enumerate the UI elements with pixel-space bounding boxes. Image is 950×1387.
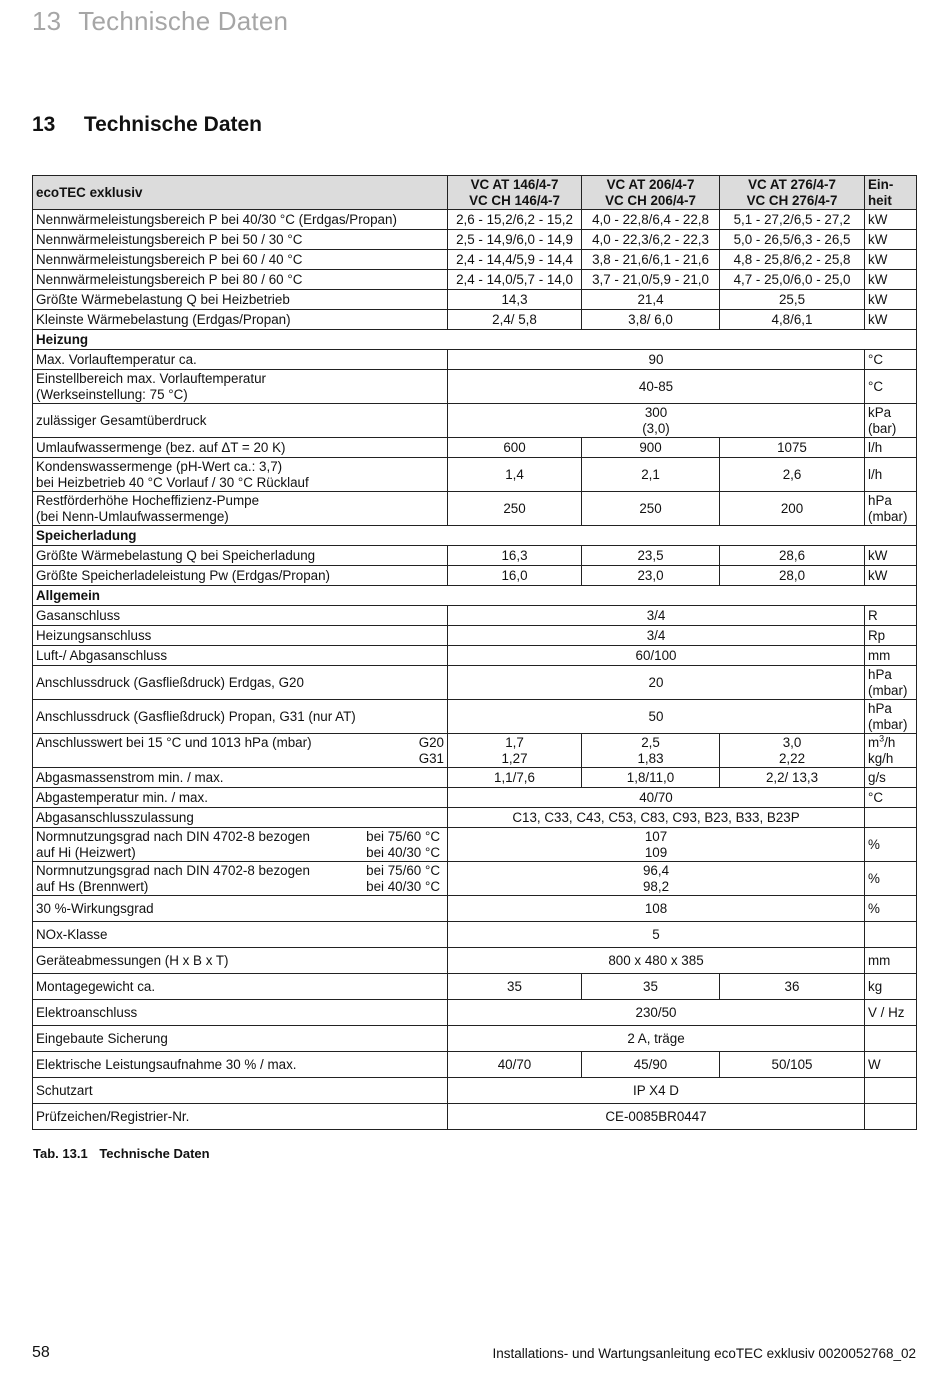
table-row	[33, 1104, 917, 1130]
table-row	[33, 606, 917, 626]
row-unit: V / Hz	[865, 1000, 917, 1026]
table-row	[33, 1052, 917, 1078]
row-label: zulässiger Gesamtüberdruck	[33, 404, 448, 438]
row-label: Nennwärmeleistungsbereich P bei 40/30 °C (Erdgas/Propan)	[33, 210, 448, 230]
row-label: Umlaufwassermenge (bez. auf ΔT = 20 K)	[33, 438, 448, 458]
table-row	[33, 828, 917, 862]
row-value: 250	[448, 492, 582, 526]
table-row	[33, 974, 917, 1000]
row-value: 1,8/11,0	[582, 768, 720, 788]
row-unit: °C	[865, 788, 917, 808]
row-value: 90	[448, 350, 865, 370]
row-unit: l/h	[865, 458, 917, 492]
row-value: 4,0 - 22,8/6,4 - 22,8	[582, 210, 720, 230]
row-value: 28,6	[720, 546, 865, 566]
row-label: NOx-Klasse	[33, 922, 448, 948]
row-value: 2,1	[582, 458, 720, 492]
row-label: Geräteabmessungen (H x B x T)	[33, 948, 448, 974]
header-model-206: VC AT 206/4-7 VC CH 206/4-7	[582, 176, 720, 210]
row-value: CE-0085BR0447	[448, 1104, 865, 1130]
row-label: Nennwärmeleistungsbereich P bei 60 / 40 °C	[33, 250, 448, 270]
section-heading: Allgemein	[33, 586, 917, 606]
running-header-number: 13	[32, 6, 62, 36]
row-value: 40/70	[448, 788, 865, 808]
row-unit	[865, 1026, 917, 1052]
section-row-allgemein	[33, 586, 917, 606]
row-unit: R	[865, 606, 917, 626]
row-unit: hPa (mbar)	[865, 666, 917, 700]
row-unit: l/h	[865, 438, 917, 458]
row-label: Eingebaute Sicherung	[33, 1026, 448, 1052]
section-title-text: Technische Daten	[83, 113, 263, 136]
row-unit: kW	[865, 546, 917, 566]
row-unit: g/s	[865, 768, 917, 788]
table-row	[33, 808, 917, 828]
row-unit: W	[865, 1052, 917, 1078]
table-row	[33, 250, 917, 270]
table-row	[33, 210, 917, 230]
table-row	[33, 626, 917, 646]
table-row	[33, 700, 917, 734]
row-value: 4,8 - 25,8/6,2 - 25,8	[720, 250, 865, 270]
row-label: Normnutzungsgrad nach DIN 4702-8 bezogen auf Hs (Brennwert) bei 75/60 °C bei 40/30 °C	[33, 862, 448, 896]
row-value: 45/90	[582, 1052, 720, 1078]
row-label: Gasanschluss	[33, 606, 448, 626]
row-value: 23,5	[582, 546, 720, 566]
table-row	[33, 768, 917, 788]
row-value: 50/105	[720, 1052, 865, 1078]
table-row	[33, 1026, 917, 1052]
row-label: Anschlussdruck (Gasfließdruck) Erdgas, G20	[33, 666, 448, 700]
row-value: 1075	[720, 438, 865, 458]
row-value: 3/4	[448, 606, 865, 626]
row-unit	[865, 1104, 917, 1130]
row-value: 3,8 - 21,6/6,1 - 21,6	[582, 250, 720, 270]
running-header-title: Technische Daten	[78, 6, 289, 36]
section-row-heizung	[33, 330, 917, 350]
row-value: 107 109	[448, 828, 865, 862]
row-label: Restförderhöhe Hocheffizienz-Pumpe (bei Nenn-Umlaufwassermenge)	[33, 492, 448, 526]
row-value: 60/100	[448, 646, 865, 666]
table-caption	[33, 1146, 210, 1161]
header-unit: Ein- heit	[865, 176, 917, 210]
row-label: Elektroanschluss	[33, 1000, 448, 1026]
row-label: Einstellbereich max. Vorlauftemperatur (Werkseinstellung: 75 °C)	[33, 370, 448, 404]
row-unit: kW	[865, 230, 917, 250]
row-value: 1,4	[448, 458, 582, 492]
table-row	[33, 230, 917, 250]
row-unit	[865, 1078, 917, 1104]
row-label: Max. Vorlauftemperatur ca.	[33, 350, 448, 370]
row-label: Größte Speicherladeleistung Pw (Erdgas/Propan)	[33, 566, 448, 586]
row-unit	[865, 808, 917, 828]
row-unit: °C	[865, 350, 917, 370]
row-unit: kW	[865, 250, 917, 270]
row-value: 35	[582, 974, 720, 1000]
row-label: 30 %-Wirkungsgrad	[33, 896, 448, 922]
table-row	[33, 646, 917, 666]
row-unit: kW	[865, 210, 917, 230]
row-value: 3/4	[448, 626, 865, 646]
row-value: 35	[448, 974, 582, 1000]
row-value: 23,0	[582, 566, 720, 586]
header-label: ecoTEC exklusiv	[33, 176, 448, 210]
row-value: 5,1 - 27,2/6,5 - 27,2	[720, 210, 865, 230]
row-unit: kW	[865, 290, 917, 310]
table-row	[33, 350, 917, 370]
row-value: 28,0	[720, 566, 865, 586]
row-value: 2,4 - 14,0/5,7 - 14,0	[448, 270, 582, 290]
row-label: Heizungsanschluss	[33, 626, 448, 646]
row-unit: kg	[865, 974, 917, 1000]
table-header-row	[33, 176, 917, 210]
row-value: 40/70	[448, 1052, 582, 1078]
row-value: 5,0 - 26,5/6,3 - 26,5	[720, 230, 865, 250]
row-value: 16,0	[448, 566, 582, 586]
row-unit	[865, 922, 917, 948]
row-value: 4,0 - 22,3/6,2 - 22,3	[582, 230, 720, 250]
row-label: Anschlussdruck (Gasfließdruck) Propan, G31 (nur AT)	[33, 700, 448, 734]
table-row	[33, 290, 917, 310]
table-row	[33, 1000, 917, 1026]
row-label: Anschlusswert bei 15 °C und 1013 hPa (mbar) G20 G31	[33, 734, 448, 768]
row-value: 3,7 - 21,0/5,9 - 21,0	[582, 270, 720, 290]
technical-data-table	[32, 175, 917, 1130]
table-row	[33, 566, 917, 586]
row-value: C13, C33, C43, C53, C83, C93, B23, B33, B23P	[448, 808, 865, 828]
row-label: Schutzart	[33, 1078, 448, 1104]
row-unit: Rp	[865, 626, 917, 646]
row-unit: mm	[865, 948, 917, 974]
table-row	[33, 270, 917, 290]
table-row	[33, 666, 917, 700]
row-value: 2,4 - 14,4/5,9 - 14,4	[448, 250, 582, 270]
row-label: Kondenswassermenge (pH-Wert ca.: 3,7) bei Heizbetrieb 40 °C Vorlauf / 30 °C Rücklauf	[33, 458, 448, 492]
row-value: 250	[582, 492, 720, 526]
row-value: 1,1/7,6	[448, 768, 582, 788]
row-label: Elektrische Leistungsaufnahme 30 % / max.	[33, 1052, 448, 1078]
row-value: 2,6 - 15,2/6,2 - 15,2	[448, 210, 582, 230]
row-unit: °C	[865, 370, 917, 404]
row-label: Größte Wärmebelastung Q bei Speicherladung	[33, 546, 448, 566]
caption-number: Tab. 13.1	[33, 1146, 88, 1161]
row-label: Normnutzungsgrad nach DIN 4702-8 bezogen auf Hi (Heizwert) bei 75/60 °C bei 40/30 °C	[33, 828, 448, 862]
row-value: 2,2/ 13,3	[720, 768, 865, 788]
section-heading: Heizung	[33, 330, 917, 350]
row-value: 3,8/ 6,0	[582, 310, 720, 330]
row-value: 96,4 98,2	[448, 862, 865, 896]
row-label: Abgasanschlusszulassung	[33, 808, 448, 828]
header-model-276: VC AT 276/4-7 VC CH 276/4-7	[720, 176, 865, 210]
row-unit: %	[865, 896, 917, 922]
row-unit: mm	[865, 646, 917, 666]
table-row	[33, 948, 917, 974]
table-row	[33, 492, 917, 526]
row-unit: $m^3/h$ kg/h	[865, 734, 917, 768]
section-row-speicherladung	[33, 526, 917, 546]
table-row	[33, 310, 917, 330]
row-label: Kleinste Wärmebelastung (Erdgas/Propan)	[33, 310, 448, 330]
row-value: 230/50	[448, 1000, 865, 1026]
table-row	[33, 788, 917, 808]
caption-title: Technische Daten	[99, 1146, 210, 1161]
row-value: 2,5 - 14,9/6,0 - 14,9	[448, 230, 582, 250]
row-value: 5	[448, 922, 865, 948]
row-value: 2,5 1,83	[582, 734, 720, 768]
row-label: Prüfzeichen/Registrier-Nr.	[33, 1104, 448, 1130]
section-heading: Speicherladung	[33, 526, 917, 546]
row-value: 800 x 480 x 385	[448, 948, 865, 974]
row-unit: kW	[865, 270, 917, 290]
row-unit: kW	[865, 566, 917, 586]
row-unit: kW	[865, 310, 917, 330]
row-label: Luft-/ Abgasanschluss	[33, 646, 448, 666]
row-unit: %	[865, 862, 917, 896]
row-value: 300 (3,0)	[448, 404, 865, 438]
row-unit: hPa (mbar)	[865, 700, 917, 734]
row-value: 200	[720, 492, 865, 526]
row-value: 50	[448, 700, 865, 734]
table-row	[33, 404, 917, 438]
row-value: 40-85	[448, 370, 865, 404]
row-label: Abgastemperatur min. / max.	[33, 788, 448, 808]
row-value: 2 A, träge	[448, 1026, 865, 1052]
row-value: 20	[448, 666, 865, 700]
table-row	[33, 438, 917, 458]
row-value: 14,3	[448, 290, 582, 310]
row-label: Montagegewicht ca.	[33, 974, 448, 1000]
page-number: 58	[32, 1344, 50, 1361]
row-label: Größte Wärmebelastung Q bei Heizbetrieb	[33, 290, 448, 310]
row-value: 25,5	[720, 290, 865, 310]
table-row	[33, 896, 917, 922]
table-row	[33, 734, 917, 768]
running-header	[32, 6, 288, 37]
table-row	[33, 370, 917, 404]
row-value: 2,6	[720, 458, 865, 492]
table-row	[33, 458, 917, 492]
row-unit: kPa (bar)	[865, 404, 917, 438]
row-value: 16,3	[448, 546, 582, 566]
row-value: 108	[448, 896, 865, 922]
row-unit: hPa (mbar)	[865, 492, 917, 526]
row-value: IP X4 D	[448, 1078, 865, 1104]
row-value: 4,8/6,1	[720, 310, 865, 330]
row-label: Nennwärmeleistungsbereich P bei 80 / 60 °C	[33, 270, 448, 290]
row-value: 21,4	[582, 290, 720, 310]
header-model-146: VC AT 146/4-7 VC CH 146/4-7	[448, 176, 582, 210]
table-row	[33, 546, 917, 566]
section-title	[32, 113, 262, 137]
row-value: 4,7 - 25,0/6,0 - 25,0	[720, 270, 865, 290]
row-label: Abgasmassenstrom min. / max.	[33, 768, 448, 788]
document-reference: Installations- und Wartungsanleitung ecoTEC exklusiv 0020052768_02	[492, 1346, 916, 1361]
section-number: 13	[32, 113, 56, 136]
row-unit: %	[865, 828, 917, 862]
row-value: 600	[448, 438, 582, 458]
row-value: 36	[720, 974, 865, 1000]
row-value: 2,4/ 5,8	[448, 310, 582, 330]
row-label: Nennwärmeleistungsbereich P bei 50 / 30 °C	[33, 230, 448, 250]
table-row	[33, 862, 917, 896]
row-value: 3,0 2,22	[720, 734, 865, 768]
table-row	[33, 1078, 917, 1104]
row-value: 1,7 1,27	[448, 734, 582, 768]
row-value: 900	[582, 438, 720, 458]
table-row	[33, 922, 917, 948]
